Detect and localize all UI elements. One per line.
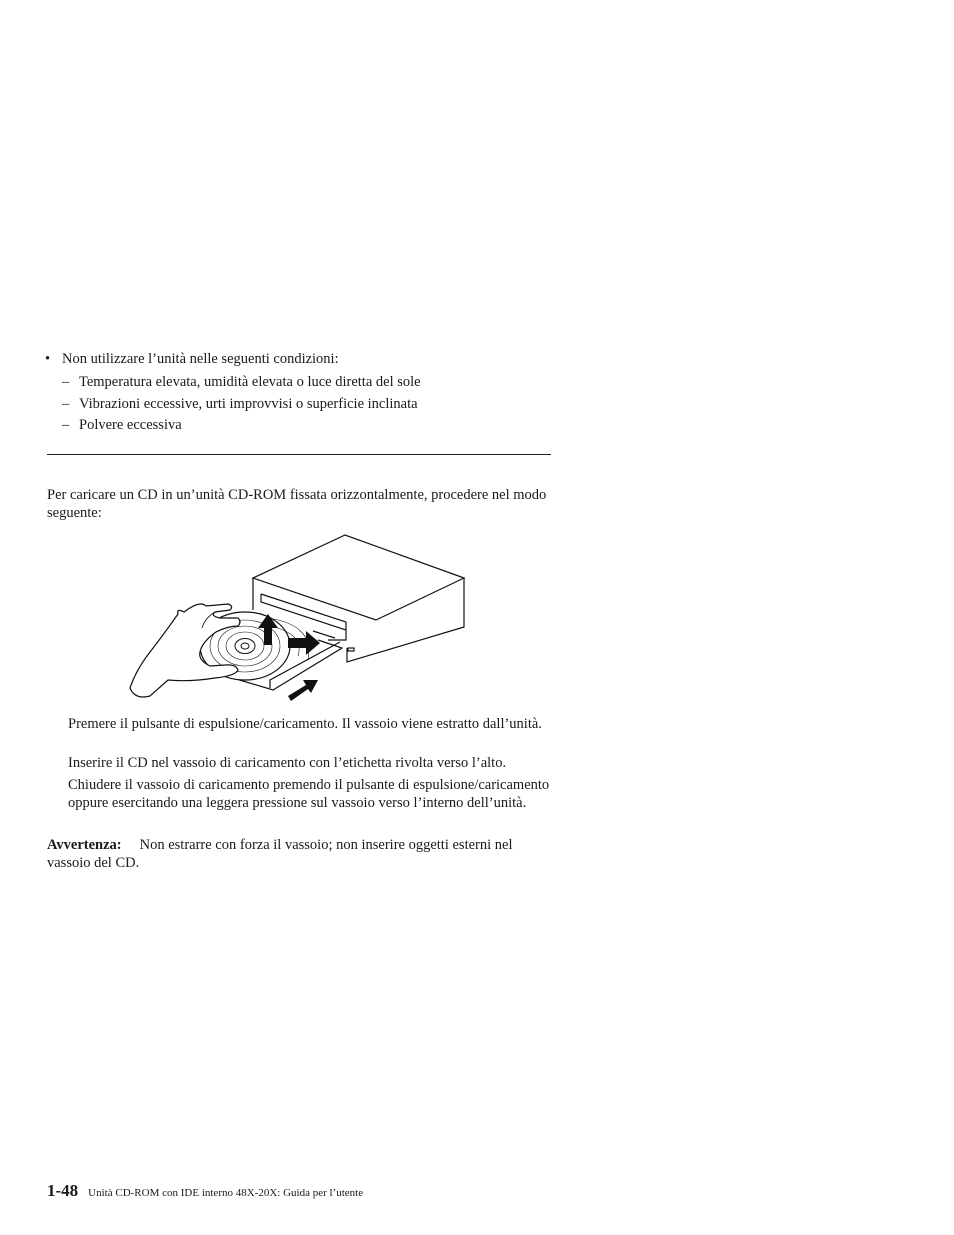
footer-title: Unità CD-ROM con IDE interno 48X-20X: Guida per l’utente [88,1187,364,1199]
subitem-text: Temperatura elevata, umidità elevata o luce diretta del sole [79,374,421,390]
subitem-marker: – [62,374,70,390]
drive-side [347,578,464,662]
subitem-marker: – [62,396,70,412]
step-2: Inserire il CD nel vassoio di caricamento con l’etichetta rivolta verso l’alto. [68,755,507,771]
warning-note [47,836,553,872]
section-divider [47,454,551,455]
intro-paragraph: Per caricare un CD in un’unità CD-ROM fissata orizzontalmente, procedere nel modo seguente: [47,487,547,521]
page-footer [47,1181,363,1201]
page-number: 1-48 [47,1181,79,1200]
bullet-text: Non utilizzare l’unità nelle seguenti condizioni: [62,351,339,367]
bullet-marker: • [45,351,51,367]
arrow-diagonal-icon [288,680,318,701]
drive-top [253,535,464,620]
subitem-text: Vibrazioni eccessive, urti improvvisi o superficie inclinata [79,396,418,412]
step-1: Premere il pulsante di espulsione/caricamento. Il vassoio viene estratto dall’unità. [68,716,542,732]
warning-label: Avvertenza: [47,837,122,853]
step-3: Chiudere il vassoio di caricamento premendo il pulsante di espulsione/caricamento oppure esercitando una leggera pressione sul vassoio verso l’interno dell’unità. [68,777,550,811]
cd-loading-illustration [120,530,480,710]
warning-text: Non estrarre con forza il vassoio; non inserire oggetti esterni nel vassoio del CD. [47,837,513,871]
subitem-marker: – [62,417,70,433]
subitem-text: Polvere eccessiva [79,417,182,433]
